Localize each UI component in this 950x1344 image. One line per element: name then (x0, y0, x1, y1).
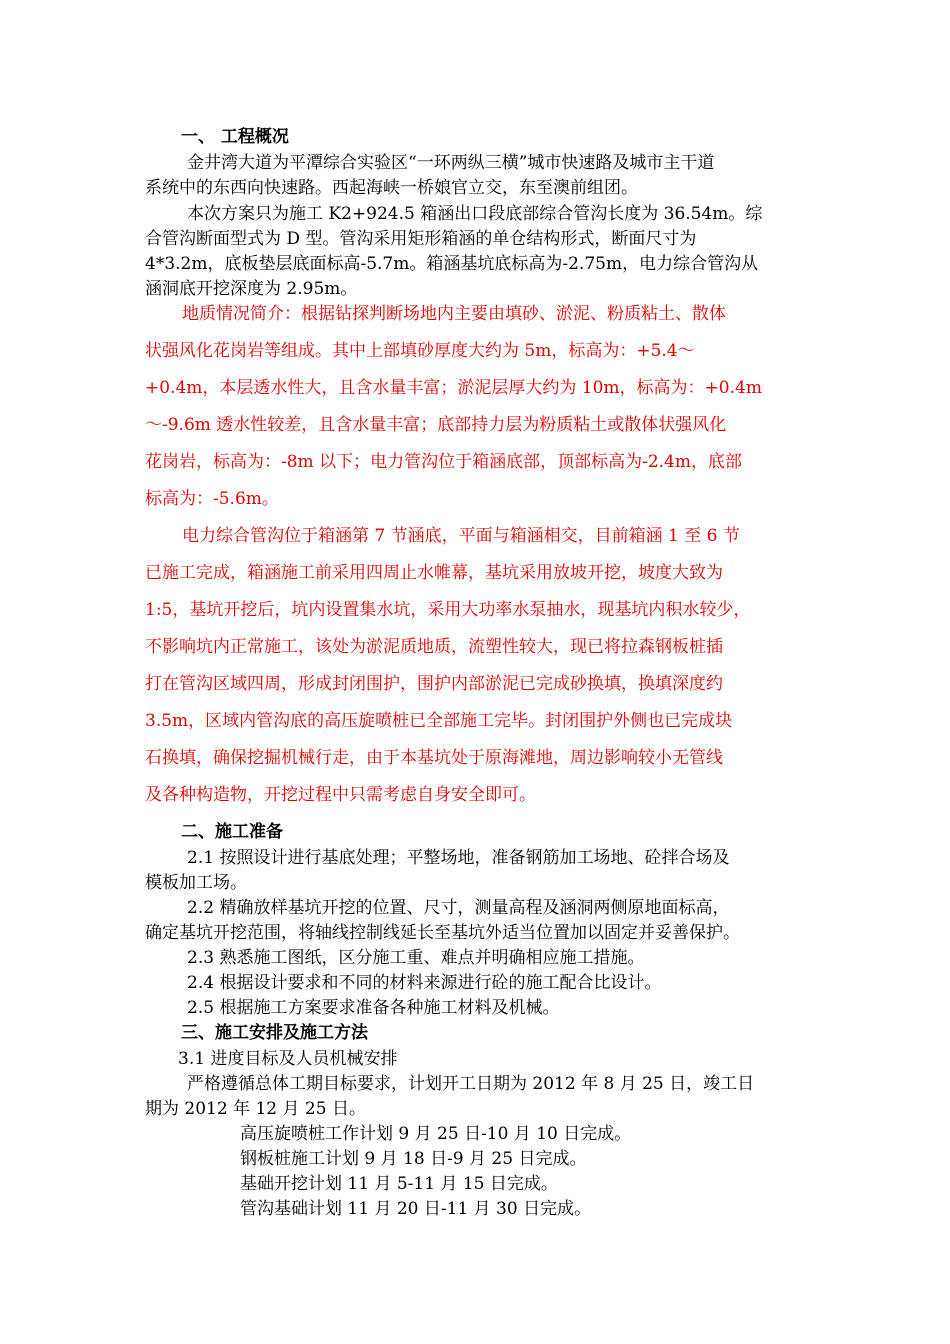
geology-line: 地质情况简介：根据钻探判断场地内主要由填砂、淤泥、粉质粘土、散体 (182, 304, 726, 324)
para2-line: 合管沟断面型式为 D 型。管沟采用矩形箱涵的单仓结构形式，断面尺寸为 (145, 229, 697, 249)
pipe-line: 已施工完成，箱涵施工前采用四周止水帷幕，基坑采用放坡开挖，坡度大致为 (145, 563, 723, 583)
pipe-line: 3.5m，区域内管沟底的高压旋喷桩已全部施工完毕。封闭围护外侧也已完成块 (145, 711, 733, 731)
section1-heading: 一、 工程概况 (181, 127, 289, 147)
pipe-line: 石换填，确保挖掘机械行走，由于本基坑处于原海滩地，周边影响较小无管线 (145, 748, 723, 768)
para1-line: 金井湾大道为平潭综合实验区“一环两纵三横”城市快速路及城市主干道 (187, 153, 715, 173)
prep-line: 模板加工场。 (145, 873, 247, 893)
schedule-line: 严格遵循总体工期目标要求，计划开工日期为 2012 年 8 月 25 日，竣工日 (187, 1074, 755, 1094)
pipe-line: 电力综合管沟位于箱涵第 7 节涵底，平面与箱涵相交，目前箱涵 1 至 6 节 (182, 526, 740, 546)
pipe-line: 不影响坑内正常施工，该处为淤泥质地质，流塑性较大，现已将拉森钢板桩插 (145, 637, 723, 657)
prep-line: 确定基坑开挖范围，将轴线控制线延长至基坑外适当位置加以固定并妥善保护。 (145, 923, 740, 943)
geology-line: +0.4m，本层透水性大，且含水量丰富；淤泥层厚大约为 10m，标高为：+0.4m (145, 378, 762, 398)
plan-line: 高压旋喷桩工作计划 9 月 25 日-10 月 10 日完成。 (240, 1124, 632, 1144)
plan-line: 基础开挖计划 11 月 5-11 月 15 日完成。 (240, 1174, 558, 1194)
pipe-line: 1:5，基坑开挖后，坑内设置集水坑，采用大功率水泵抽水，现基坑内积水较少， (145, 600, 751, 620)
geology-line: 状强风化花岗岩等组成。其中上部填砂厚度大约为 5m，标高为：+5.4～ (145, 341, 695, 361)
prep-line: 2.3 熟悉施工图纸，区分施工重、难点并明确相应施工措施。 (187, 948, 645, 968)
para2-line: 4*3.2m，底板垫层底面标高-5.7m。箱涵基坑底标高为-2.75m，电力综合管沟从 (145, 254, 759, 274)
subsection-heading: 3.1 进度目标及人员机械安排 (178, 1049, 398, 1069)
prep-line: 2.5 根据施工方案要求准备各种施工材料及机械。 (187, 998, 560, 1018)
para1-line: 系统中的东西向快速路。西起海峡一桥娘官立交，东至澳前组团。 (145, 178, 638, 198)
geology-line: ～-9.6m 透水性较差，且含水量丰富；底部持力层为粉质粘土或散体状强风化 (145, 415, 727, 435)
section2-heading: 二、施工准备 (181, 822, 283, 842)
pipe-line: 打在管沟区域四周，形成封闭围护，围护内部淤泥已完成砂换填，换填深度约 (145, 674, 723, 694)
prep-line: 2.1 按照设计进行基底处理；平整场地，准备钢筋加工场地、砼拌合场及 (187, 848, 730, 868)
geology-line: 标高为：-5.6m。 (145, 489, 279, 509)
plan-line: 钢板桩施工计划 9 月 18 日-9 月 25 日完成。 (240, 1149, 587, 1169)
plan-line: 管沟基础计划 11 月 20 日-11 月 30 日完成。 (240, 1199, 592, 1219)
section3-heading: 三、施工安排及施工方法 (181, 1023, 368, 1043)
geology-line: 花岗岩，标高为：-8m 以下；电力管沟位于箱涵底部，顶部标高为-2.4m，底部 (145, 452, 742, 472)
para2-line: 涵洞底开挖深度为 2.95m。 (145, 279, 358, 299)
para2-line: 本次方案只为施工 K2+924.5 箱涵出口段底部综合管沟长度为 36.54m。综 (187, 204, 763, 224)
prep-line: 2.4 根据设计要求和不同的材料来源进行砼的施工配合比设计。 (187, 973, 662, 993)
prep-line: 2.2 精确放样基坑开挖的位置、尺寸，测量高程及涵洞两侧原地面标高， (187, 898, 730, 918)
pipe-line: 及各种构造物，开挖过程中只需考虑自身安全即可。 (145, 785, 536, 805)
schedule-line: 期为 2012 年 12 月 25 日。 (145, 1099, 366, 1119)
